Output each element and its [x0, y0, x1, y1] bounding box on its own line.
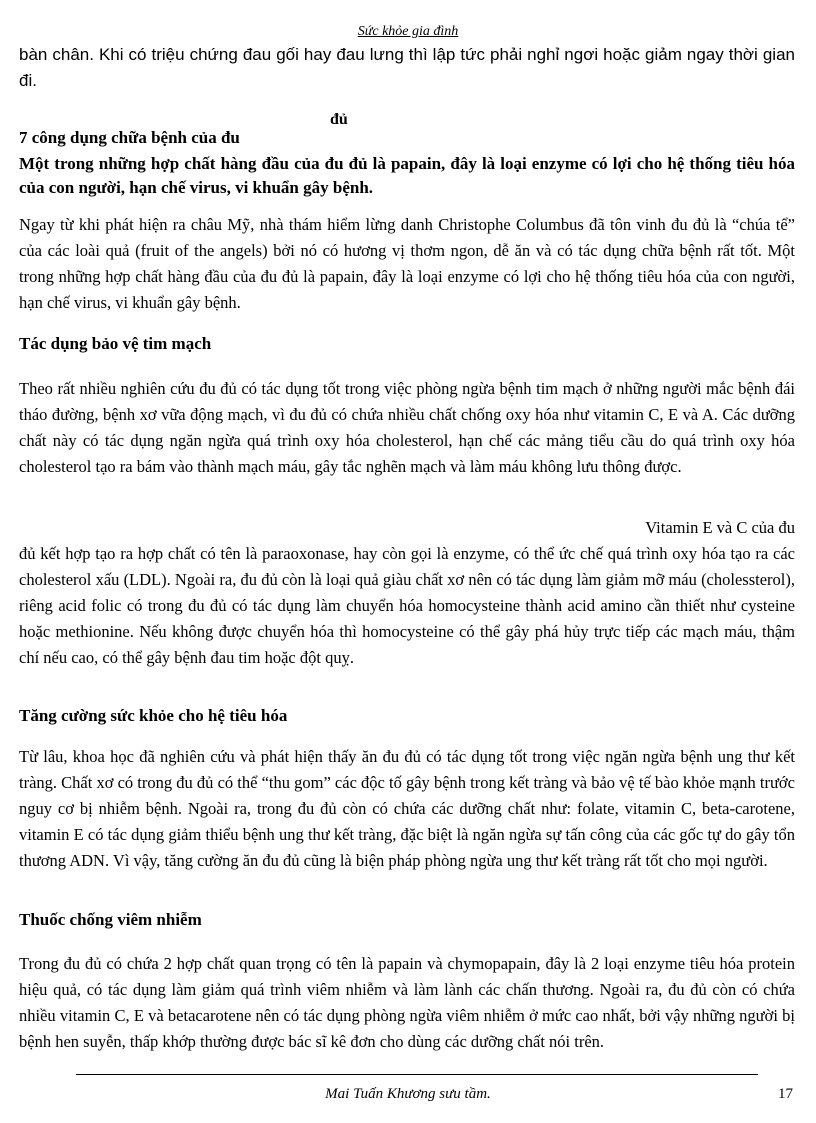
article-title: 7 công dụng chữa bệnh của đu — [19, 128, 240, 147]
heading-heart: Tác dụng bảo vệ tim mạch — [19, 334, 212, 353]
page-number: 17 — [778, 1086, 793, 1102]
paragraph-heart-1: Theo rất nhiều nghiên cứu đu đủ có tác dụng tốt trong việc phòng ngừa bệnh tim mạch ở những người mắc bệnh đái tháo đường, bệnh xơ vữa động mạch, vì đu đủ có chứa nhiều chất chống oxy hóa như vitamin C, E và A. Các dưỡng chất này có tác dụng ngăn ngừa quá trình oxy hóa cholesterol, hạn chế các mảng tiểu cầu do quá trình oxy hóa cholesterol tạo ra bám vào thành mạch máu, gây tắc nghẽn mạch và làm máu không lưu thông được. — [19, 379, 795, 476]
paragraph-heart-2: đủ kết hợp tạo ra hợp chất có tên là paraoxonase, hay còn gọi là enzyme, có thể ức chế quá trình oxy hóa tạo ra các cholesterol xấu (LDL). Ngoài ra, đu đủ còn là loại quả giàu chất xơ nên có tác dụng làm giảm mỡ máu (cholessterol), riêng acid folic có trong đu đủ có tác dụng làm chuyển hóa homocysteine thành acid amino cần thiết như cysteine hoặc methionine. Nếu không được chuyển hóa thì homocysteine có thể gây phá hủy trực tiếp các mạch máu, thậm chí nếu cao, có thể gây bệnh đau tim hoặc đột quỵ. — [19, 544, 795, 667]
paragraph-digestion: Từ lâu, khoa học đã nghiên cứu và phát hiện thấy ăn đu đủ có tác dụng tốt trong việc ngăn ngừa bệnh ung thư kết tràng. Chất xơ có trong đu đủ có thể “thu gom” các độc tố gây bệnh trong kết tràng và bảo vệ tế bào khỏe mạnh trước nguy cơ bị nhiễm bệnh. Ngoài ra, trong đu đủ còn có chứa các dưỡng chất như: folate, vitamin C, beta-carotene, vitamin E có tác dụng giảm thiểu bệnh ung thư kết tràng, đặc biệt là ngăn ngừa sự tấn công của các gốc tự do gây tổn thương ADN. Vì vậy, tăng cường ăn đu đủ cũng là biện pháp phòng ngừa ung thư kết tràng rất tốt cho mọi người. — [19, 747, 795, 870]
intro-paragraph: bàn chân. Khi có triệu chứng đau gối hay đau lưng thì lập tức phải nghỉ ngơi hoặc giảm ngay thời gian đi. — [19, 45, 795, 90]
intro-body-paragraph: Ngay từ khi phát hiện ra châu Mỹ, nhà thám hiểm lừng danh Christophe Columbus đã tôn vinh đu đủ là “chúa tể” của các loài quả (fruit of the angels) bởi nó có hương vị thơm ngon, dễ ăn và có tác dụng chữa bệnh rất tốt. Một trong những hợp chất hàng đầu của đu đủ là papain, đây là loại enzyme có lợi cho hệ thống tiêu hóa của con người, hạn chế virus, vi khuẩn gây bệnh. — [19, 215, 795, 312]
title-fragment: đủ — [330, 111, 348, 128]
right-fragment: Vitamin E và C của đu — [645, 518, 795, 537]
footer-credit: Mai Tuấn Khương sưu tầm. — [325, 1086, 491, 1102]
footer-rule — [76, 1074, 758, 1075]
page-header: Sức khỏe gia đình — [357, 24, 459, 39]
lead-paragraph: Một trong những hợp chất hàng đầu của đu đủ là papain, đây là loại enzyme có lợi cho hệ thống tiêu hóa của con người, hạn chế virus, vi khuẩn gây bệnh. — [19, 154, 795, 197]
paragraph-inflammation: Trong đu đủ có chứa 2 hợp chất quan trọng có tên là papain và chymopapain, đây là 2 loại enzyme tiêu hóa protein hiệu quả, có tác dụng làm giảm quá trình viêm nhiễm và làm lành các chấn thương. Ngoài ra, đu đủ còn có chứa nhiều vitamin C, E và betacarotene nên có tác dụng phòng ngừa viêm nhiễm ở mức cao nhất, bởi vậy những người bị bệnh hen suyễn, thấp khớp thường được bác sĩ kê đơn cho dùng các dưỡng chất nói trên. — [19, 954, 795, 1051]
heading-digestion: Tăng cường sức khỏe cho hệ tiêu hóa — [19, 706, 288, 725]
heading-inflammation: Thuốc chống viêm nhiễm — [19, 910, 202, 929]
